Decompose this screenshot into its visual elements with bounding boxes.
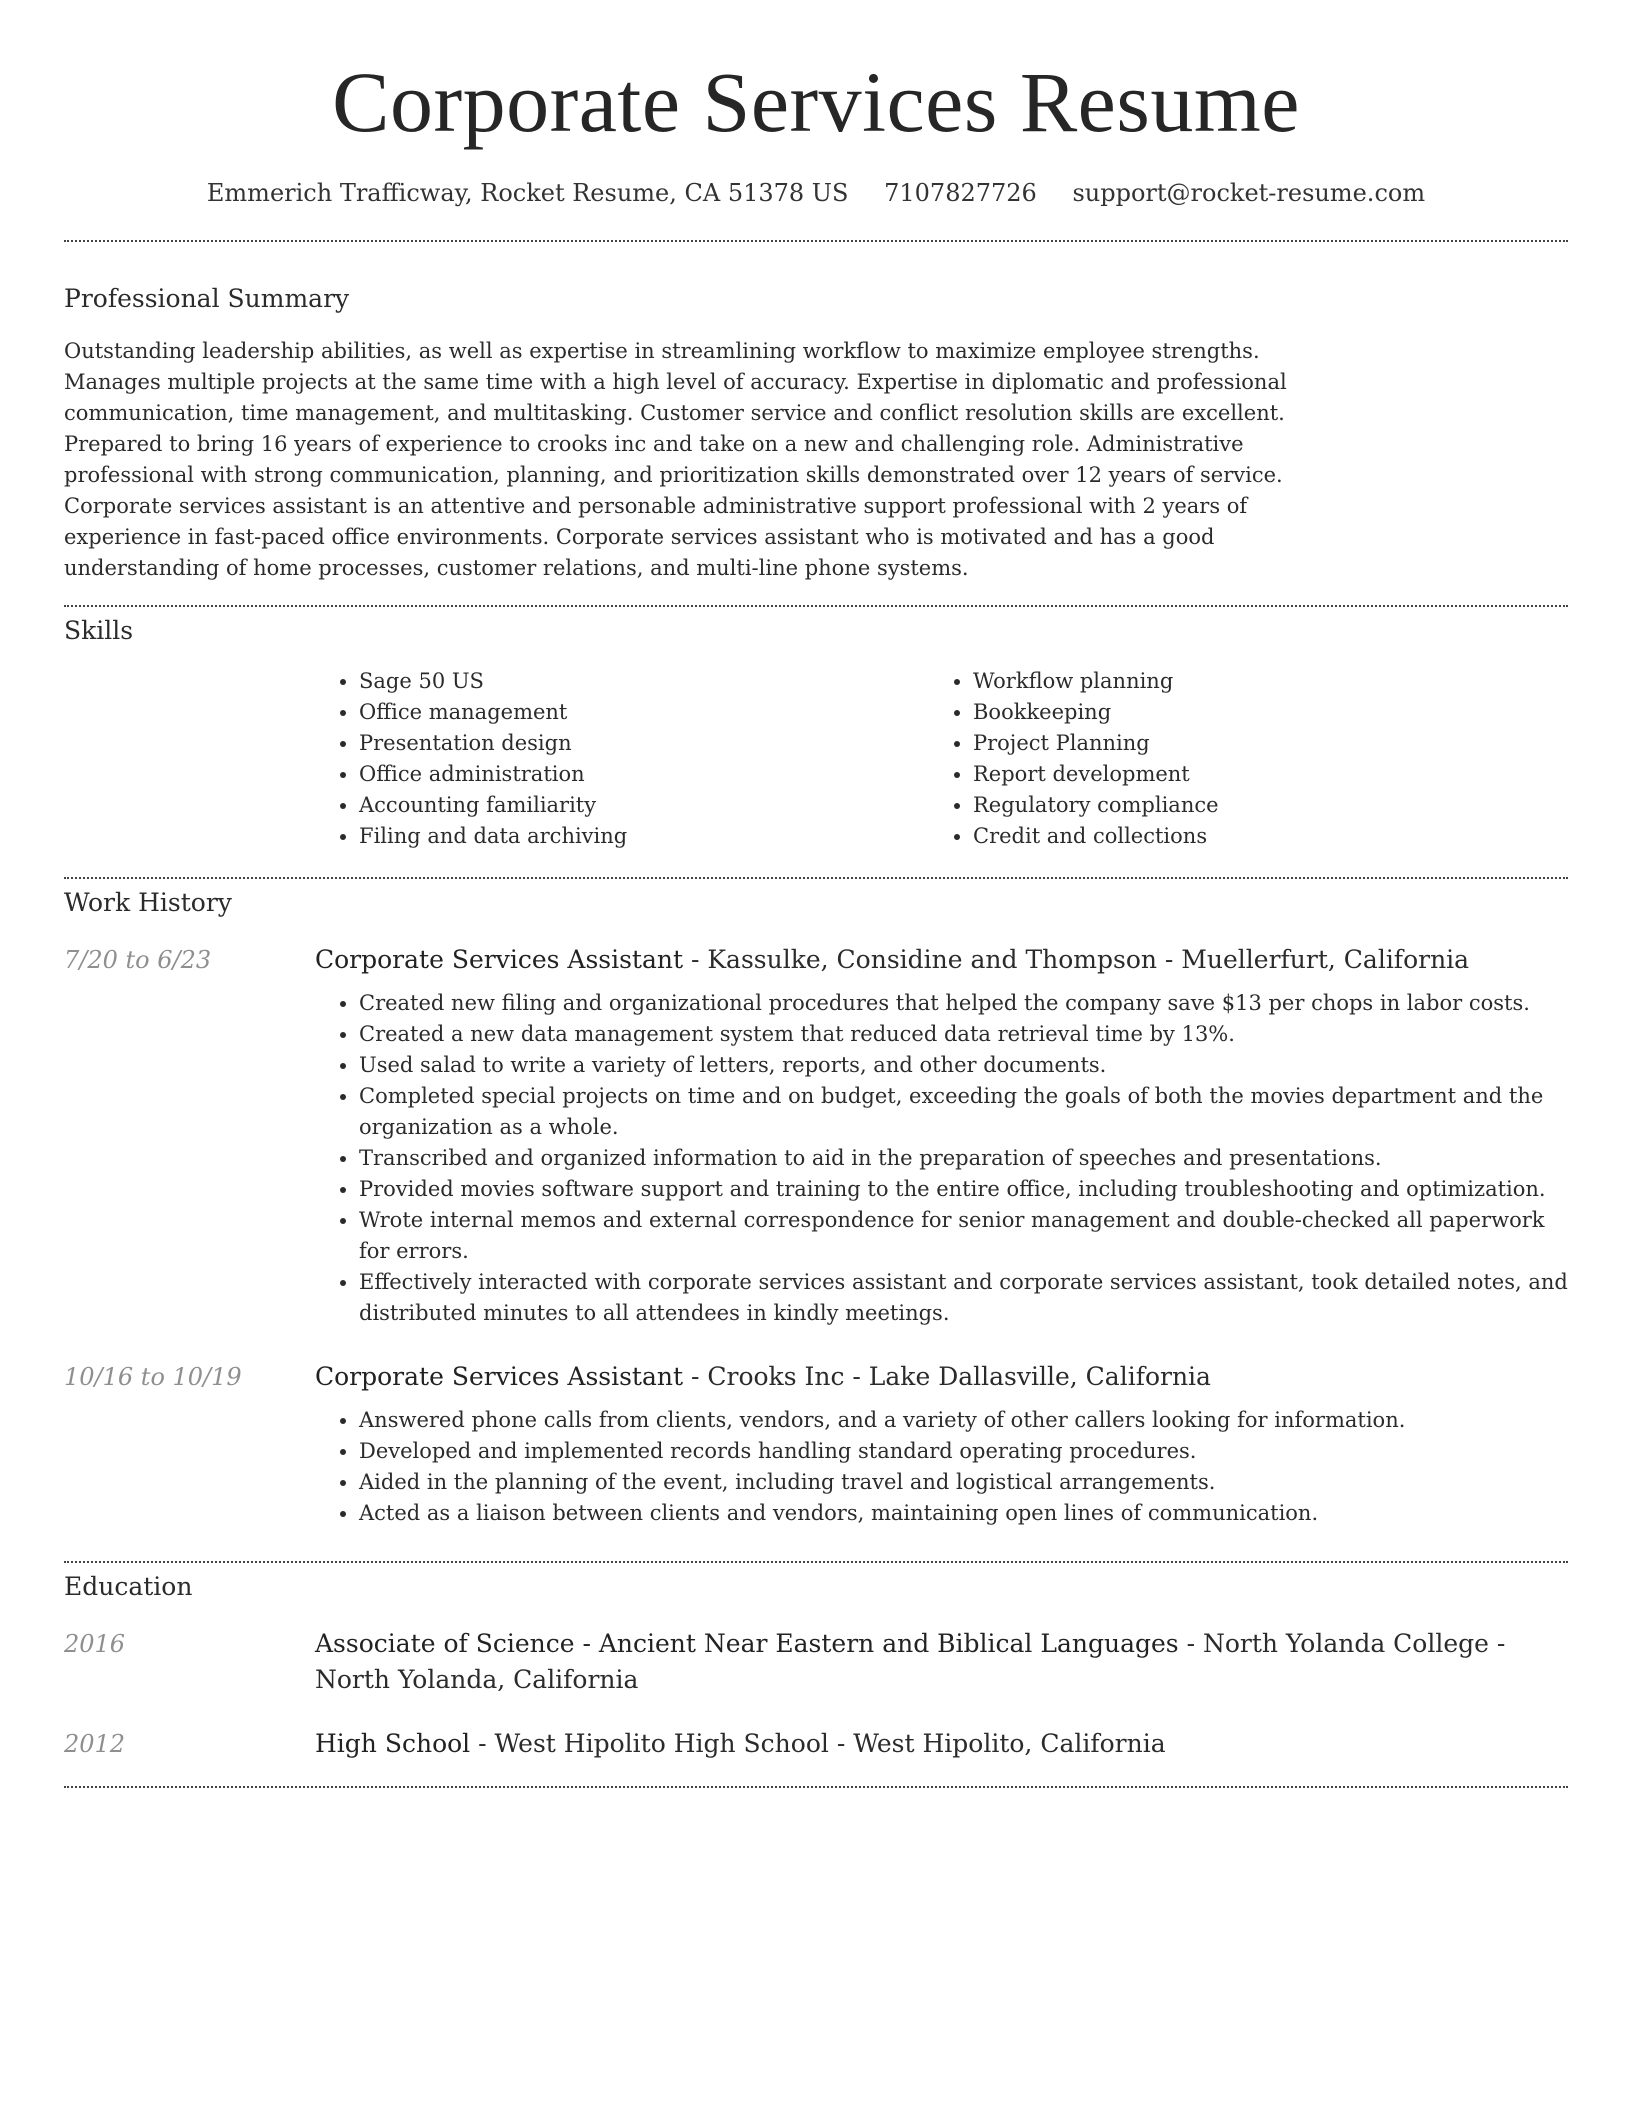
skill-item: • Office administration [359,759,929,790]
skill-item: • Credit and collections [973,821,1543,852]
skill-item: • Project Planning [973,728,1543,759]
bullet-item: • Provided movies software support and training to the entire office, including troubleshooting and optimization. [359,1174,1568,1205]
contact-phone: 7107827726 [884,179,1037,207]
resume-title: Corporate Services Resume [332,54,1300,150]
resume-page [64,0,1568,1758]
bullet-item: • Created a new data management system that reduced data retrieval time by 13%. [359,1019,1568,1050]
skill-item: • Presentation design [359,728,929,759]
skill-item: • Workflow planning [973,666,1543,697]
education-year: 2012 [64,1730,126,1758]
job-dates: 10/16 to 10/19 [64,1363,242,1391]
bullet-item: • Effectively interacted with corporate services assistant and corporate services assistant, took detailed notes, and distributed minutes to all attendees in kindly meetings. [359,1267,1568,1329]
job-bullets [315,1405,1568,1529]
bullet-item: • Created new filing and organizational procedures that helped the company save $13 per chops in labor costs. [359,988,1568,1019]
summary-heading: Professional Summary [64,284,350,313]
education-entry [64,1626,1568,1698]
bullet-item: • Used salad to write a variety of letters, reports, and other documents. [359,1050,1568,1081]
bullet-item: • Aided in the planning of the event, including travel and logistical arrangements. [359,1467,1568,1498]
job-entry [64,1359,1568,1395]
skills-column-left [315,666,929,852]
contact-email: support@rocket-resume.com [1072,179,1426,207]
work-section [64,886,1568,1529]
education-heading-line [315,1626,1568,1698]
job-heading [315,942,1568,978]
skill-item: • Report development [973,759,1543,790]
job-title: Corporate Services Assistant [315,1362,684,1391]
job-dates: 7/20 to 6/23 [64,946,212,974]
education-school: - West Hipolito High School - West Hipolito, California [470,1729,1166,1758]
job-entry [64,942,1568,978]
education-year: 2016 [64,1630,126,1658]
bullet-item: • Completed special projects on time and on budget, exceeding the goals of both the movies department and the organization as a whole. [359,1081,1568,1143]
bullet-item: • Answered phone calls from clients, vendors, and a variety of other callers looking for information. [359,1405,1568,1436]
summary-section [64,282,1568,584]
bullet-item: • Transcribed and organized information to aid in the preparation of speeches and presentations. [359,1143,1568,1174]
job-employer: - Crooks Inc - Lake Dallasville, California [683,1362,1211,1391]
skill-item: • Office management [359,697,929,728]
education-degree: Associate of Science - Ancient Near Eastern and Biblical Languages [315,1629,1179,1658]
education-school: - North Yolanda College - North Yolanda, California [315,1629,1506,1694]
skills-section [64,614,1568,852]
divider [64,240,1568,242]
job-heading [315,1359,1568,1395]
skill-item: • Accounting familiarity [359,790,929,821]
divider [64,1561,1568,1563]
skill-item: • Sage 50 US [359,666,929,697]
bullet-item: • Developed and implemented records handling standard operating procedures. [359,1436,1568,1467]
skill-item: • Bookkeeping [973,697,1543,728]
skill-item: • Filing and data archiving [359,821,929,852]
summary-text: Outstanding leadership abilities, as well as expertise in streamlining workflow to maximize employee strengths. Manages multiple projects at the same time with a high level of accuracy. Expertise in diplomatic and professional communication, time management, and multitasking. Customer service and conflict resolution skills are excellent. Prepared to bring 16 years of experience to crooks inc and take on a new and challenging role. Administrative professional with strong communication, planning, and prioritization skills demonstrated over 12 years of service. Corporate services assistant is an attentive and personable administrative support professional with 2 years of experience in fast-paced office environments. Corporate services assistant who is motivated and has a good understanding of home processes, customer relations, and multi-line phone systems. [64,339,1287,580]
skill-item: • Regulatory compliance [973,790,1543,821]
divider [64,877,1568,879]
education-degree: High School [315,1729,471,1758]
bullet-item: • Wrote internal memos and external correspondence for senior management and double-checked all paperwork for errors. [359,1205,1568,1267]
divider [64,605,1568,607]
skills-column-right [929,666,1543,852]
job-employer: - Kassulke, Considine and Thompson - Muellerfurt, California [683,945,1470,974]
education-heading-line [315,1726,1568,1762]
work-heading: Work History [64,888,232,917]
education-section [64,1570,1568,1762]
job-title: Corporate Services Assistant [315,945,684,974]
bullet-item: • Acted as a liaison between clients and vendors, maintaining open lines of communication. [359,1498,1568,1529]
contact-address: Emmerich Trafficway, Rocket Resume, CA 51378 US [206,179,849,207]
education-entry [64,1726,1568,1762]
skills-heading: Skills [64,616,134,645]
divider [64,1786,1568,1788]
skills-list [315,666,1568,852]
contact-line [64,176,1568,210]
education-heading: Education [64,1572,193,1601]
job-bullets [315,988,1568,1329]
